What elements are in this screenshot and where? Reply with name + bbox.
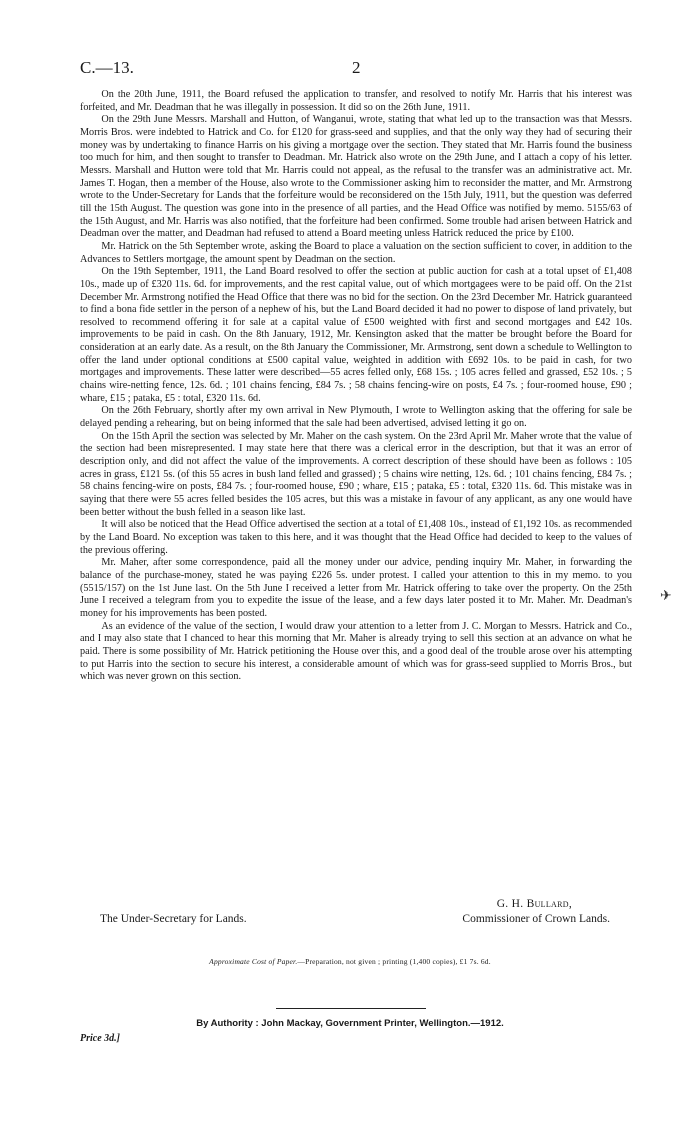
cost-note-label: Approximate Cost of Paper. [209, 957, 298, 966]
cost-note-text: —Preparation, not given ; printing (1,400 copies), £1 7s. 6d. [297, 957, 491, 966]
body-text [80, 89, 632, 684]
price-note: Price 3d.] [80, 1033, 120, 1044]
paragraph: It will also be noticed that the Head Office advertised the section at a total of £1,408 10s., instead of £1,192 10s. as recommended by the Land Board. No exception was taken to this here, and it was thought that the Head Office had decided to keep to the values of the previous offering. [80, 519, 632, 556]
paragraph: As an evidence of the value of the section, I would draw your attention to a letter from J. C. Morgan to Messrs. Hatrick and Co., and I may also state that I chanced to hear this morning that Mr. Maher is already trying to sell this section at an advance on what he paid. There is some possibility of Mr. Hatrick petitioning the House over this, and a good deal of the trouble arose over his attempting to put Harris into the section to secure his interest, a considerable amount of which was for grass-seed supplied to Morris Bros., but which was never grown on this section. [80, 620, 632, 683]
printer-authority: By Authority : John Mackay, Government Printer, Wellington.—1912. [196, 1018, 504, 1029]
margin-mark-icon: ✈ [660, 589, 672, 604]
paragraph: On the 29th June Messrs. Marshall and Hutton, of Wanganui, wrote, stating that what led up to the transaction was that Messrs. Morris Bros. were indebted to Hatrick and Co. for £120 for grass-seed and supplies, and that the only way they had of securing their money was by undertaking to finance Harris on his giving a mortgage over the section. They stated that Mr. Harris found the business too much for him, and then sought to transfer to Deadman. Mr. Hatrick also wrote on the 29th June, and I attach a copy of his letter. Messrs. Marshall and Hutton were told that Mr. Harris could not appeal, as the refusal to the transfer was an administrative act. Mr. James T. Hogan, then a member of the House, also wrote to the Commissioner asking him to reconsider the matter, and Mr. Armstrong wrote to the Under-Secretary for Lands that the forfeiture would be reconsidered on the 15th July, 1911, but the question was deferred till the 15th August. The question was gone into in the presence of all parties, and the Head Office was notified by memo. 5155/63 of the 15th August, and Mr. Harris was also notified, that the forfeiture had been confirmed. Some trouble had arisen between Hatrick and Deadman over the matter, and Deadman had refused to attend a Board meeting unless Hatrick reduced the price by £100. [80, 114, 632, 240]
page-number: 2 [352, 58, 361, 77]
cost-note [0, 957, 700, 966]
paragraph: Mr. Maher, after some correspondence, paid all the money under our advice, pending inquiry Mr. Maher, in forwarding the balance of the purchase-money, stated he was paying £226 5s. under protest. I called your attention to this in my memo. to you (5515/157) on the 1st June last. On the 5th June I received a letter from Mr. Hatrick offering to take over the property. On the 25th June I received a telegram from you to expedite the issue of the lease, and a few days later posted it to Mr. Maher. Mr. Deadman's money for his improvements has been posted. [80, 557, 632, 619]
paragraph: Mr. Hatrick on the 5th September wrote, asking the Board to place a valuation on the section sufficient to cover, in addition to the Advances to Settlers mortgage, the amount spent by Deadman on the section. [80, 240, 632, 265]
addressee: The Under-Secretary for Lands. [100, 913, 247, 925]
paragraph: On the 19th September, 1911, the Land Board resolved to offer the section at public auction for cash at a total upset of £1,408 10s., made up of £320 11s. 6d. for improvements, and the rest capital value, out of which mortgagees were to be paid off. On the 21st December Mr. Armstrong notified the Head Office that there was no bid for the section. On the 23rd December Mr. Hatrick guaranteed to find a bona fide settler in the person of a nephew of his, but the Land Board decided it had no power to dispose of land privately, but resolved to recommend offering it for sale at a capital value of £500 weighted with first and second mortgages and £42 10s. improvements to be paid in cash. On the 8th January, 1912, Mr. Kensington asked that the matter be brought before the Board for consideration at an early date. As a result, on the 8th January the Commissioner, Mr. Armstrong, sent down a schedule to Wellington to offer the land under optional conditions at £500 capital value, weighted in addition with £692 10s. to be paid in cash, for two mortgages and improvements. These latter were described—55 acres felled only, £68 15s. ; 105 acres felled and grassed, £52 10s. ; 5 chains wire-netting fence, 12s. 6d. ; 101 chains fencing, £84 7s. ; 58 chains fencing-wire on posts, £4 7s. ; four-roomed house, £90 ; whare, £15 ; pataka, £5 : total, £320 11s. 6d. [80, 266, 632, 404]
paragraph: On the 26th February, shortly after my own arrival in New Plymouth, I wrote to Wellington asking that the offering for sale be delayed pending a rehearing, but on being informed that the sale had been advertised, advised letting it go on. [80, 405, 632, 430]
signatory-title: Commissioner of Crown Lands. [462, 913, 610, 925]
divider-rule [276, 1008, 426, 1009]
signature-block [80, 898, 632, 930]
signatory-name: G. H. Bullard, [496, 898, 572, 910]
page-header [80, 58, 620, 80]
document-reference: C.—13. [80, 58, 134, 77]
paragraph: On the 20th June, 1911, the Board refused the application to transfer, and resolved to notify Mr. Harris that his interest was forfeited, and Mr. Deadman that he was illegally in possession. It did so on the 26th June, 1911. [80, 89, 632, 113]
paragraph: On the 15th April the section was selected by Mr. Maher on the cash system. On the 23rd April Mr. Maher wrote that the value of the section had been misrepresented. I may state here that there was a clerical error in the description, but that it was an error of description only, and did not affect the value of the improvements. A correct description of these should have been as follows : 105 acres in grass, £121 5s. (of this 55 acres in bush land felled and grassed) ; 5 chains wire netting, 12s. 6d. ; 101 chains fencing, £84 7s. ; 58 chains fencing-wire on posts, £84 7s. ; four-roomed house, £90 ; whare, £15 ; pataka, £5 : total, £320 11s. 6d. This mistake was in saying that there were 55 acres felled besides the 105 acres, but this was a mistake in favour of any applicant, as any one would have been better without the bush felled in a season like last. [80, 430, 632, 518]
